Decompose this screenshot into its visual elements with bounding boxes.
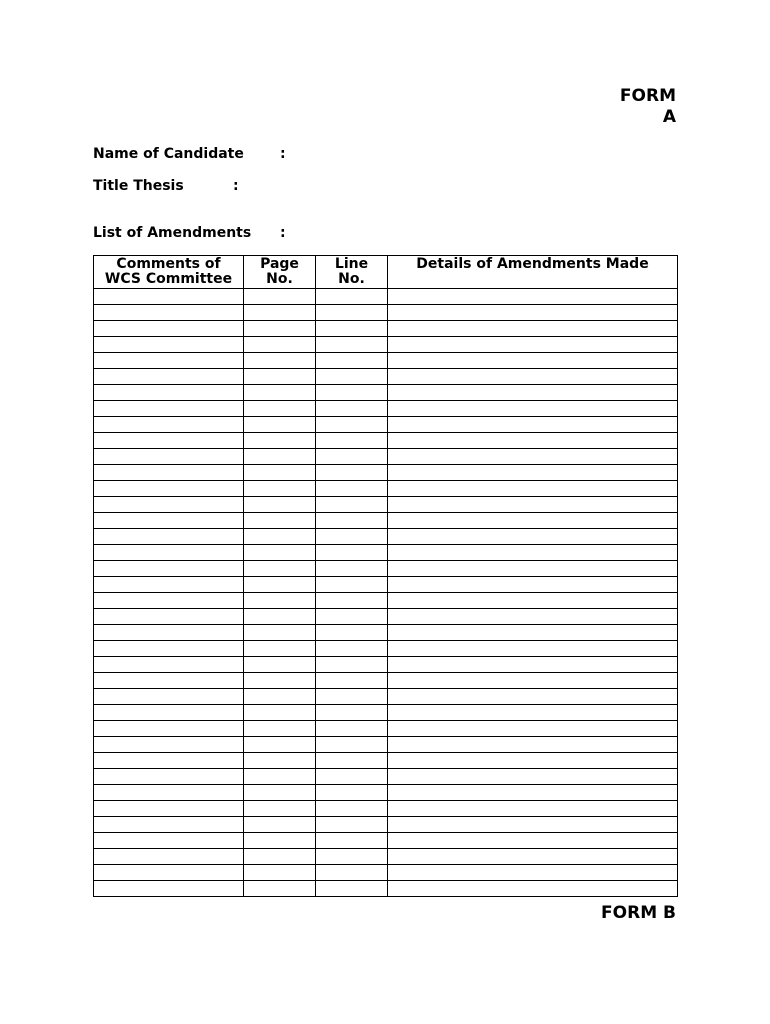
- page-no-cell[interactable]: [244, 561, 316, 577]
- table-row: [94, 529, 678, 545]
- line-no-cell[interactable]: [316, 337, 388, 353]
- header-details-line1: Details of Amendments Made: [416, 256, 649, 272]
- details-cell[interactable]: [388, 785, 678, 801]
- candidate-name-label: Name of Candidate: [93, 146, 244, 162]
- line-no-cell[interactable]: [316, 417, 388, 433]
- details-cell[interactable]: [388, 657, 678, 673]
- line-no-cell[interactable]: [316, 705, 388, 721]
- line-no-cell[interactable]: [316, 385, 388, 401]
- table-row: [94, 705, 678, 721]
- comment-cell[interactable]: [94, 785, 244, 801]
- table-row: [94, 849, 678, 865]
- page-no-cell[interactable]: [244, 609, 316, 625]
- comment-cell[interactable]: [94, 833, 244, 849]
- details-cell[interactable]: [388, 513, 678, 529]
- line-no-cell[interactable]: [316, 737, 388, 753]
- header-page-no: [244, 256, 316, 289]
- comment-cell[interactable]: [94, 721, 244, 737]
- comment-cell[interactable]: [94, 769, 244, 785]
- comment-cell[interactable]: [94, 737, 244, 753]
- details-cell[interactable]: [388, 609, 678, 625]
- form-a-heading-line1: FORM: [619, 86, 676, 106]
- page-no-cell[interactable]: [244, 705, 316, 721]
- page-no-cell[interactable]: [244, 721, 316, 737]
- header-line-line2: No.: [338, 271, 365, 287]
- table-row: [94, 721, 678, 737]
- comment-cell[interactable]: [94, 433, 244, 449]
- amendments-table-body: [94, 289, 678, 897]
- line-no-cell[interactable]: [316, 433, 388, 449]
- table-row: [94, 641, 678, 657]
- line-no-cell[interactable]: [316, 817, 388, 833]
- details-cell[interactable]: [388, 321, 678, 337]
- details-cell[interactable]: [388, 849, 678, 865]
- comment-cell[interactable]: [94, 673, 244, 689]
- header-line-line1: Line: [334, 256, 369, 272]
- amendments-list-colon: :: [280, 225, 286, 241]
- page-no-cell[interactable]: [244, 577, 316, 593]
- line-no-cell[interactable]: [316, 305, 388, 321]
- details-cell[interactable]: [388, 753, 678, 769]
- page-no-cell[interactable]: [244, 449, 316, 465]
- table-row: [94, 465, 678, 481]
- line-no-cell[interactable]: [316, 865, 388, 881]
- line-no-cell[interactable]: [316, 801, 388, 817]
- line-no-cell[interactable]: [316, 321, 388, 337]
- comment-cell[interactable]: [94, 753, 244, 769]
- details-cell[interactable]: [388, 817, 678, 833]
- page-no-cell[interactable]: [244, 401, 316, 417]
- amendments-table: [93, 255, 678, 897]
- page-no-cell[interactable]: [244, 881, 316, 897]
- line-no-cell[interactable]: [316, 721, 388, 737]
- line-no-cell[interactable]: [316, 481, 388, 497]
- table-row: [94, 369, 678, 385]
- details-cell[interactable]: [388, 625, 678, 641]
- details-cell[interactable]: [388, 673, 678, 689]
- details-cell[interactable]: [388, 465, 678, 481]
- details-cell[interactable]: [388, 801, 678, 817]
- page-no-cell[interactable]: [244, 657, 316, 673]
- page-no-cell[interactable]: [244, 593, 316, 609]
- line-no-cell[interactable]: [316, 497, 388, 513]
- details-cell[interactable]: [388, 881, 678, 897]
- line-no-cell[interactable]: [316, 641, 388, 657]
- comment-cell[interactable]: [94, 369, 244, 385]
- table-header-row: [94, 256, 678, 289]
- table-row: [94, 577, 678, 593]
- table-row: [94, 337, 678, 353]
- line-no-cell[interactable]: [316, 353, 388, 369]
- details-cell[interactable]: [388, 561, 678, 577]
- page-no-cell[interactable]: [244, 353, 316, 369]
- comment-cell[interactable]: [94, 465, 244, 481]
- page-no-cell[interactable]: [244, 817, 316, 833]
- line-no-cell[interactable]: [316, 785, 388, 801]
- table-row: [94, 449, 678, 465]
- table-row: [94, 753, 678, 769]
- header-page-line2: No.: [266, 271, 293, 287]
- comment-cell[interactable]: [94, 689, 244, 705]
- thesis-title-field[interactable]: [93, 177, 239, 195]
- comment-cell[interactable]: [94, 513, 244, 529]
- page-no-cell[interactable]: [244, 497, 316, 513]
- details-cell[interactable]: [388, 593, 678, 609]
- table-row: [94, 785, 678, 801]
- comment-cell[interactable]: [94, 401, 244, 417]
- page-no-cell[interactable]: [244, 801, 316, 817]
- details-cell[interactable]: [388, 497, 678, 513]
- table-row: [94, 401, 678, 417]
- candidate-name-colon: :: [280, 146, 286, 162]
- table-row: [94, 385, 678, 401]
- header-details: [388, 256, 678, 289]
- table-row: [94, 801, 678, 817]
- line-no-cell[interactable]: [316, 401, 388, 417]
- details-cell[interactable]: [388, 833, 678, 849]
- table-row: [94, 305, 678, 321]
- comment-cell[interactable]: [94, 545, 244, 561]
- table-row: [94, 625, 678, 641]
- line-no-cell[interactable]: [316, 753, 388, 769]
- thesis-title-colon: :: [233, 178, 239, 194]
- candidate-name-field[interactable]: [93, 145, 286, 163]
- page-no-cell[interactable]: [244, 689, 316, 705]
- page-no-cell[interactable]: [244, 433, 316, 449]
- page-no-cell[interactable]: [244, 545, 316, 561]
- details-cell[interactable]: [388, 721, 678, 737]
- comment-cell[interactable]: [94, 641, 244, 657]
- details-cell[interactable]: [388, 401, 678, 417]
- details-cell[interactable]: [388, 529, 678, 545]
- page-no-cell[interactable]: [244, 769, 316, 785]
- details-cell[interactable]: [388, 369, 678, 385]
- header-comments-line1: Comments of: [116, 256, 221, 272]
- table-row: [94, 545, 678, 561]
- line-no-cell[interactable]: [316, 833, 388, 849]
- table-row: [94, 769, 678, 785]
- comment-cell[interactable]: [94, 321, 244, 337]
- line-no-cell[interactable]: [316, 577, 388, 593]
- thesis-title-label: Title Thesis: [93, 178, 184, 194]
- table-row: [94, 865, 678, 881]
- line-no-cell[interactable]: [316, 673, 388, 689]
- amendments-list-field: [93, 224, 286, 242]
- comment-cell[interactable]: [94, 817, 244, 833]
- page-no-cell[interactable]: [244, 513, 316, 529]
- line-no-cell[interactable]: [316, 657, 388, 673]
- line-no-cell[interactable]: [316, 369, 388, 385]
- page-no-cell[interactable]: [244, 465, 316, 481]
- comment-cell[interactable]: [94, 577, 244, 593]
- line-no-cell[interactable]: [316, 593, 388, 609]
- table-row: [94, 561, 678, 577]
- header-comments: [94, 256, 244, 289]
- comment-cell[interactable]: [94, 801, 244, 817]
- details-cell[interactable]: [388, 337, 678, 353]
- comment-cell[interactable]: [94, 705, 244, 721]
- line-no-cell[interactable]: [316, 849, 388, 865]
- comment-cell[interactable]: [94, 609, 244, 625]
- page-no-cell[interactable]: [244, 369, 316, 385]
- details-cell[interactable]: [388, 353, 678, 369]
- details-cell[interactable]: [388, 865, 678, 881]
- comment-cell[interactable]: [94, 865, 244, 881]
- page-no-cell[interactable]: [244, 289, 316, 305]
- line-no-cell[interactable]: [316, 769, 388, 785]
- table-row: [94, 513, 678, 529]
- details-cell[interactable]: [388, 689, 678, 705]
- comment-cell[interactable]: [94, 481, 244, 497]
- amendments-list-label: List of Amendments: [93, 225, 252, 241]
- details-cell[interactable]: [388, 433, 678, 449]
- table-row: [94, 321, 678, 337]
- details-cell[interactable]: [388, 481, 678, 497]
- table-row: [94, 737, 678, 753]
- table-row: [94, 593, 678, 609]
- header-page-line1: Page: [260, 256, 299, 272]
- comment-cell[interactable]: [94, 625, 244, 641]
- line-no-cell[interactable]: [316, 881, 388, 897]
- page-no-cell[interactable]: [244, 321, 316, 337]
- comment-cell[interactable]: [94, 305, 244, 321]
- table-row: [94, 689, 678, 705]
- table-row: [94, 609, 678, 625]
- details-cell[interactable]: [388, 577, 678, 593]
- page-no-cell[interactable]: [244, 529, 316, 545]
- table-row: [94, 433, 678, 449]
- comment-cell[interactable]: [94, 385, 244, 401]
- details-cell[interactable]: [388, 305, 678, 321]
- page-no-cell[interactable]: [244, 737, 316, 753]
- line-no-cell[interactable]: [316, 545, 388, 561]
- page-no-cell[interactable]: [244, 385, 316, 401]
- form-b-heading: FORM B: [601, 903, 676, 923]
- table-row: [94, 289, 678, 305]
- line-no-cell[interactable]: [316, 529, 388, 545]
- details-cell[interactable]: [388, 385, 678, 401]
- line-no-cell[interactable]: [316, 625, 388, 641]
- table-row: [94, 817, 678, 833]
- details-cell[interactable]: [388, 769, 678, 785]
- details-cell[interactable]: [388, 641, 678, 657]
- details-cell[interactable]: [388, 545, 678, 561]
- table-row: [94, 497, 678, 513]
- details-cell[interactable]: [388, 705, 678, 721]
- comment-cell[interactable]: [94, 289, 244, 305]
- line-no-cell[interactable]: [316, 513, 388, 529]
- comment-cell[interactable]: [94, 881, 244, 897]
- comment-cell[interactable]: [94, 353, 244, 369]
- comment-cell[interactable]: [94, 337, 244, 353]
- page-no-cell[interactable]: [244, 417, 316, 433]
- line-no-cell[interactable]: [316, 689, 388, 705]
- comment-cell[interactable]: [94, 449, 244, 465]
- table-row: [94, 673, 678, 689]
- comment-cell[interactable]: [94, 657, 244, 673]
- line-no-cell[interactable]: [316, 289, 388, 305]
- line-no-cell[interactable]: [316, 465, 388, 481]
- page-no-cell[interactable]: [244, 337, 316, 353]
- page-no-cell[interactable]: [244, 481, 316, 497]
- details-cell[interactable]: [388, 417, 678, 433]
- details-cell[interactable]: [388, 449, 678, 465]
- details-cell[interactable]: [388, 737, 678, 753]
- form-a-heading-line2: A: [662, 107, 676, 127]
- comment-cell[interactable]: [94, 497, 244, 513]
- table-row: [94, 481, 678, 497]
- page-no-cell[interactable]: [244, 625, 316, 641]
- comment-cell[interactable]: [94, 561, 244, 577]
- line-no-cell[interactable]: [316, 449, 388, 465]
- table-row: [94, 881, 678, 897]
- table-row: [94, 833, 678, 849]
- page-no-cell[interactable]: [244, 849, 316, 865]
- page-no-cell[interactable]: [244, 833, 316, 849]
- page-no-cell[interactable]: [244, 305, 316, 321]
- page-no-cell[interactable]: [244, 641, 316, 657]
- line-no-cell[interactable]: [316, 609, 388, 625]
- comment-cell[interactable]: [94, 529, 244, 545]
- comment-cell[interactable]: [94, 593, 244, 609]
- form-a-heading: [596, 86, 676, 128]
- table-row: [94, 353, 678, 369]
- page-no-cell[interactable]: [244, 865, 316, 881]
- page-no-cell[interactable]: [244, 673, 316, 689]
- comment-cell[interactable]: [94, 417, 244, 433]
- line-no-cell[interactable]: [316, 561, 388, 577]
- details-cell[interactable]: [388, 289, 678, 305]
- page-no-cell[interactable]: [244, 753, 316, 769]
- header-comments-line2: WCS Committee: [104, 271, 233, 287]
- page-no-cell[interactable]: [244, 785, 316, 801]
- table-row: [94, 417, 678, 433]
- table-row: [94, 657, 678, 673]
- header-line-no: [316, 256, 388, 289]
- comment-cell[interactable]: [94, 849, 244, 865]
